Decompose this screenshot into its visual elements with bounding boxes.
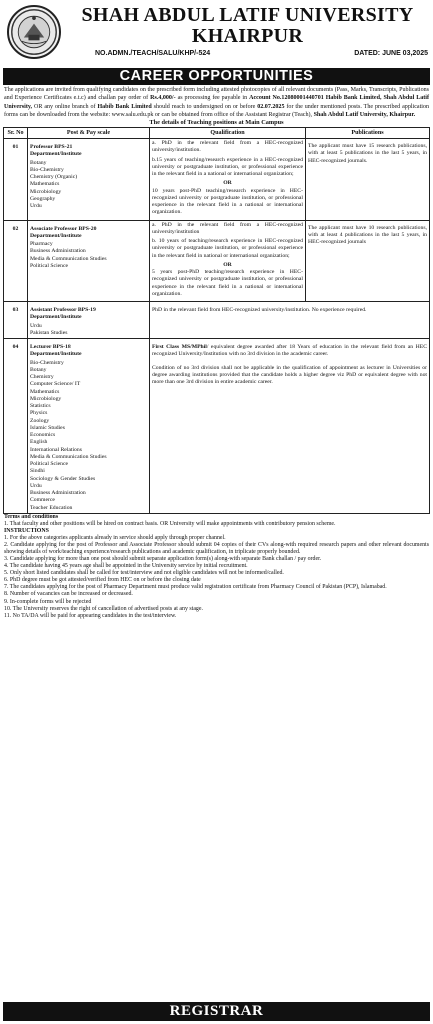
department-item: Botany bbox=[30, 159, 47, 166]
department-item: Business Administration bbox=[30, 248, 86, 255]
post-title: Assistant Professor BPS-19 bbox=[30, 307, 96, 314]
header-qualification: Qualification bbox=[150, 128, 306, 139]
department-item: Pharmacy bbox=[30, 241, 53, 248]
intro-text-3: OR any online branch of bbox=[32, 103, 98, 110]
department-list bbox=[30, 360, 147, 512]
instruction-item: 7. The candidates applying for the post of Pharmacy Department must produce valid registration certificate from Pharmacy Council of Pakistan (PCP), Islamabad. bbox=[4, 584, 387, 591]
table-subheading: The details of Teaching positions at Main Campus bbox=[149, 119, 284, 127]
processing-fee: Rs.4,000/- bbox=[150, 95, 176, 102]
qualification-or: OR bbox=[223, 180, 232, 187]
department-item: Political Science bbox=[30, 461, 69, 468]
department-item: Physics bbox=[30, 410, 48, 417]
department-item: Chemistry bbox=[30, 374, 54, 381]
department-list bbox=[30, 160, 147, 211]
row-post bbox=[28, 339, 150, 514]
terms-section bbox=[3, 514, 430, 620]
department-item: Urdu bbox=[30, 322, 42, 329]
department-item: Botany bbox=[30, 366, 47, 373]
positions-table bbox=[3, 127, 430, 514]
department-item: Bio-Chemistry bbox=[30, 359, 64, 366]
department-item: Economics bbox=[30, 432, 56, 439]
advert-date: DATED: JUNE 03,2025 bbox=[354, 50, 428, 57]
department-item: Business Administration bbox=[30, 490, 86, 497]
header-publications: Publications bbox=[306, 128, 430, 139]
post-title: Associate Professor BPS-20 bbox=[30, 225, 97, 232]
bank-account: Account No.12080001440701 Habib Bank Limited, Shah Abdul Latif University, bbox=[4, 95, 430, 110]
row-post bbox=[28, 302, 150, 339]
department-item: Islamic Studies bbox=[30, 424, 65, 431]
instruction-item: 10. The University reserves the right of cancellation of advertised posts at any stage. bbox=[4, 605, 203, 612]
university-title: SHAH ABDUL LATIF UNIVERSITY bbox=[81, 4, 414, 26]
header-post: Post & Pay scale bbox=[28, 128, 150, 139]
department-item: Teacher Education bbox=[30, 504, 73, 511]
table-row bbox=[4, 139, 430, 221]
department-list bbox=[30, 323, 147, 338]
department-item: Mathematics bbox=[30, 181, 60, 188]
qualification-main bbox=[152, 344, 427, 359]
department-item: Sociology & Gender Studies bbox=[30, 475, 96, 482]
department-item: English bbox=[30, 439, 48, 446]
university-seal-icon bbox=[7, 5, 61, 59]
instruction-item: 2. Candidate applying for the post of Professor and Associate Professor should submit 04 copies of their CVs along-with required research papers and other relevant documents showing details of work/teaching experience/research publications and academic qualification, in triplicate properly bounded. bbox=[4, 542, 429, 556]
department-item: Media & Communication Studies bbox=[30, 255, 107, 262]
row-publications: The applicant must have 15 research publications, with at least 5 publications in the last 5 years, in HEC-recognized journals. bbox=[306, 139, 430, 221]
department-item: Commerce bbox=[30, 497, 55, 504]
department-item: Pakistan Studies bbox=[30, 329, 68, 336]
qualification-condition: Condition of no 3rd division shall not be applicable in the qualification of appointment as lecturer in Universities or degree awarding institutions provided that the candidate holds a higher degree viz PhD or equivalent degree with not more than one 3rd division in entire academic career. bbox=[152, 364, 427, 386]
qualification-text: PhD in the relevant field from HEC-recognized university/institution. No experience required. bbox=[152, 307, 367, 314]
instructions-list bbox=[4, 535, 429, 620]
department-item: Political Science bbox=[30, 262, 69, 269]
department-item: Zoology bbox=[30, 417, 50, 424]
row-qualification bbox=[150, 220, 306, 302]
instruction-item: 8. Number of vacancies can be increased or decreased. bbox=[4, 591, 133, 598]
row-sr-no: 01 bbox=[4, 139, 28, 221]
department-label: Department/Institute bbox=[30, 232, 82, 239]
instruction-item: 6. PhD degree must be got attested/verified from HEC on or before the closing date bbox=[4, 577, 201, 584]
advertisement-page bbox=[3, 3, 430, 1021]
department-item: Microbiology bbox=[30, 188, 62, 195]
department-item: Bio-Chemistry bbox=[30, 166, 64, 173]
bank-name: Habib Bank Limited bbox=[97, 103, 152, 110]
qualification-a: a. PhD in the relevant field from a HEC-recognized university/institution. bbox=[152, 140, 303, 154]
career-banner: CAREER OPPORTUNITIES bbox=[3, 68, 430, 85]
office-address: Shah Abdul Latif University, Khairpur. bbox=[313, 111, 416, 118]
deadline-date: 02.07.2025 bbox=[257, 103, 285, 110]
reference-number: NO.ADMN./TEACH/SALU/KHP/-524 bbox=[95, 50, 211, 57]
terms-item: 1. That faculty and other positions will be hired on contract basis. OR University will make appointments with contributory pension scheme. bbox=[4, 520, 336, 527]
intro-text-1: The applications are invited from qualifying candidates on the prescribed form including attested photocopies of all relevant documents (Pass, Marks, Transcripts, Publications and Experience Certificates e.t.c) and challan pay order of bbox=[4, 87, 429, 102]
qualification-degree: First Class MS/MPhil bbox=[152, 344, 207, 351]
department-item: International Relations bbox=[30, 446, 82, 453]
row-post bbox=[28, 139, 150, 221]
department-item: Mathematics bbox=[30, 388, 60, 395]
department-item: Computer Science/ IT bbox=[30, 381, 81, 388]
university-name bbox=[65, 5, 430, 47]
instruction-item: 11. No TA/DA will be paid for appearing candidates in the test/interview. bbox=[4, 612, 177, 619]
department-item: Microbiology bbox=[30, 395, 62, 402]
department-item: Urdu bbox=[30, 203, 42, 210]
intro-text-4: should reach to undersigned on or before bbox=[151, 103, 258, 110]
department-item: Statistics bbox=[30, 403, 51, 410]
table-row bbox=[4, 302, 430, 339]
qualification-or: OR bbox=[223, 261, 232, 268]
qualification-c: 10 years post-PhD teaching/research experience in HEC-recognized university or postgraduate institution, or professional experience in the relevant field in a national or international organization. bbox=[152, 187, 303, 216]
qualification-b: b. 10 years of teaching/research experience in HEC-recognized university or postgraduate institution, or professional experience in the relevant field in national or international organization; bbox=[152, 238, 303, 259]
instructions-heading: INSTRUCTIONS bbox=[4, 528, 49, 535]
post-title: Professor BPS-21 bbox=[30, 144, 73, 151]
instruction-item: 4. The candidate having 45 years age shall be appointed in the University service by initial recruitment. bbox=[4, 563, 248, 570]
table-row bbox=[4, 220, 430, 302]
terms-heading: Terms and conditions bbox=[4, 513, 59, 520]
row-sr-no: 03 bbox=[4, 302, 28, 339]
department-label: Department/Institute bbox=[30, 351, 82, 358]
department-label: Department/Institute bbox=[30, 151, 82, 158]
row-sr-no: 04 bbox=[4, 339, 28, 514]
intro-paragraph bbox=[3, 85, 430, 119]
intro-text-5: for the under mentioned posts. The prescribed application forms can be downloaded from the website: www.salu.edu.pk or can be obtained from office of the Assistant Registrar (Teach), bbox=[4, 103, 429, 118]
row-publications: The applicant must have 10 research publications, with at least 4 publications in the last 5 years, in HEC-recognized journals bbox=[306, 220, 430, 302]
registrar-footer: REGISTRAR bbox=[3, 1002, 430, 1021]
post-title: Lecturer BPS-18 bbox=[30, 344, 71, 351]
qualification-a: a. PhD in the relevant field from a HEC-recognized university/institution bbox=[152, 221, 303, 235]
qualification-b: b.15 years of teaching/research experience in a HEC-recognized university or postgraduate institution, or professional experience in the relevant field in a national or international organization; bbox=[152, 156, 303, 178]
table-row bbox=[4, 339, 430, 514]
department-label: Department/Institute bbox=[30, 314, 82, 321]
table-header-row bbox=[4, 128, 430, 139]
department-item: Chemistry (Organic) bbox=[30, 174, 78, 181]
department-item: Urdu bbox=[30, 482, 42, 489]
qualification-c: 5 years post-PhD teaching/research experience in HEC-recognized university or postgraduate institution, or professional experience in the relevant field in a national or international organization. bbox=[152, 269, 303, 297]
instruction-item: 5. Only short listed candidates shall be called for test/interview and not eligible candidates will not be informed/called. bbox=[4, 570, 284, 577]
instruction-item: 3. Candidate applying for more than one post should submit separate application form(s) along-with separate Bank challan / pay order. bbox=[4, 556, 322, 563]
instruction-item: 9. In-complete forms will be rejected bbox=[4, 598, 92, 605]
row-qualification bbox=[150, 339, 430, 514]
row-qualification bbox=[150, 139, 306, 221]
department-item: Media & Communication Studies bbox=[30, 453, 107, 460]
qualification-detail: / equivalent degree awarded after 18 Years of education in the relevant field from an HEC recognized University/Institution with no 3rd division in the academic career. bbox=[152, 344, 428, 358]
row-qualification bbox=[150, 302, 430, 339]
department-item: Sindhi bbox=[30, 468, 45, 475]
instruction-item: 1. For the above categories applicants already in service should apply through proper channel. bbox=[4, 535, 226, 542]
intro-text-2: as processing fee payable in bbox=[175, 95, 250, 102]
department-item: Geography bbox=[30, 195, 56, 202]
header-sr-no: Sr. No bbox=[4, 128, 28, 139]
row-sr-no: 02 bbox=[4, 220, 28, 302]
row-post bbox=[28, 220, 150, 302]
header bbox=[3, 3, 430, 65]
department-list bbox=[30, 241, 147, 270]
university-city: KHAIRPUR bbox=[191, 25, 304, 47]
